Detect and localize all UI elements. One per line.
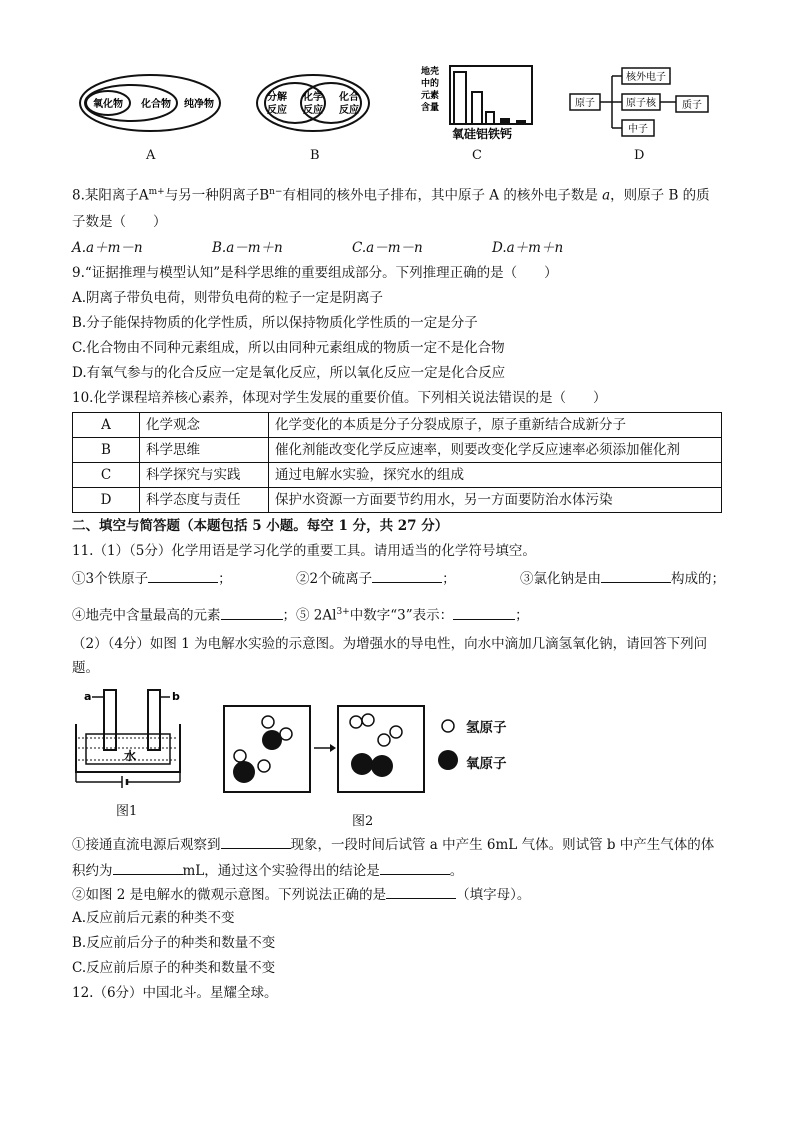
bar-ca xyxy=(516,120,526,124)
fig2-label: 图2 xyxy=(352,814,374,829)
section-title: 二、填空与简答题（本题包括 5 小题。每空 1 分，共 27 分） xyxy=(72,518,449,534)
svg-text:地壳: 地壳 xyxy=(420,67,440,77)
svg-text:化合: 化合 xyxy=(339,92,359,103)
figure-1 xyxy=(72,686,192,819)
q8-option-a[interactable]: A.a＋m－n xyxy=(72,240,143,256)
q11-sub1-line1: ①接通直流电源后观察到 现象，一段时间后试管 a 中产生 6mL 气体。则试管 b 中产生气体的体 xyxy=(72,834,714,855)
svg-text:反应: 反应 xyxy=(303,105,323,116)
q8-option-d[interactable]: D.a＋m＋n xyxy=(492,240,564,256)
q11-opt-c[interactable]: C.反应前后原子的种类和数量不变 xyxy=(72,960,276,976)
fig-a-letter: A xyxy=(146,148,156,163)
table-row[interactable]: D 科学态度与责任 保护水资源一方面要节约用水，另一方面要防治水体污染 xyxy=(73,488,722,513)
svg-text:中的: 中的 xyxy=(420,79,440,89)
q8-options xyxy=(72,238,563,258)
blank-9[interactable] xyxy=(386,884,456,899)
svg-text:含量: 含量 xyxy=(420,103,440,113)
q11-sub2-stem: ②如图 2 是电解水的微观示意图。下列说法正确的是 （填字母）。 xyxy=(72,884,530,905)
table-row[interactable]: C 科学探究与实践 通过电解水实验，探究水的组成 xyxy=(73,463,722,488)
figure-b xyxy=(255,70,375,165)
q9-stem: 9.“证据推理与模型认知”是科学思维的重要组成部分。下列推理正确的是（ ） xyxy=(72,265,558,281)
legend xyxy=(438,714,548,774)
blank-5[interactable] xyxy=(453,605,515,620)
q10-table xyxy=(72,412,722,513)
q11-row1: ①3个铁原子 ； xyxy=(72,568,232,589)
svg-text:氧硅铝铁钙: 氧硅铝铁钙 xyxy=(452,127,513,140)
svg-text:质子: 质子 xyxy=(682,100,702,111)
table-row[interactable]: A 化学观念 化学变化的本质是分子分裂成原子，原子重新结合成新分子 xyxy=(73,413,722,438)
fig-a-middle: 化合物 xyxy=(141,99,171,110)
q11-row1b: ②2个硫离子 ； xyxy=(296,568,456,589)
svg-text:水: 水 xyxy=(124,749,137,763)
bar-o xyxy=(454,72,466,124)
q10-stem: 10.化学课程培养核心素养，体现对学生发展的重要价值。下列相关说法错误的是（ ） xyxy=(72,390,607,406)
legend-hydrogen: 氢原子 xyxy=(466,720,507,736)
legend-oxygen: 氧原子 xyxy=(466,756,507,772)
figure-d xyxy=(568,66,713,166)
fig-a-outer: 纯净物 xyxy=(184,99,214,110)
blank-7[interactable] xyxy=(113,860,183,875)
svg-text:元素: 元素 xyxy=(420,91,440,101)
fig-a-inner: 氧化物 xyxy=(93,99,123,110)
bar-fe xyxy=(500,118,510,124)
q11-part1-stem: 11.（1）（5分）化学用语是学习化学的重要工具。请用适当的化学符号填空。 xyxy=(72,543,536,559)
figure-c xyxy=(420,62,540,166)
blank-4[interactable] xyxy=(221,605,283,620)
q8-option-c[interactable]: C.a－m－n xyxy=(352,240,423,256)
q8-line2: 子数是（ ） xyxy=(72,214,167,230)
svg-text:反应: 反应 xyxy=(339,105,359,116)
q11-row1c: ③氯化钠是由 构成的； xyxy=(520,568,725,589)
q9-option-c[interactable]: C.化合物由不同种元素组成，所以由同种元素组成的物质一定不是化合物 xyxy=(72,340,505,356)
svg-text:分解: 分解 xyxy=(267,92,287,103)
q9-option-b[interactable]: B.分子能保持物质的化学性质，所以保持物质化学性质的一定是分子 xyxy=(72,315,478,331)
q11-part2-stem: （2）（4分）如图 1 为电解水实验的示意图。为增强水的导电性，向水中滴加几滴氢氧化钠，请回答下列问 xyxy=(72,636,708,652)
fig-b-letter: B xyxy=(310,148,320,163)
svg-text:中子: 中子 xyxy=(628,124,648,135)
svg-text:b: b xyxy=(172,690,180,703)
fig-d-letter: D xyxy=(634,148,645,163)
q9-option-a[interactable]: A.阴离子带负电荷，则带负电荷的粒子一定是阴离子 xyxy=(72,290,384,306)
svg-text:a: a xyxy=(84,690,92,703)
q11-sub1-line2: 积约为 mL，通过这个实验得出的结论是 。 xyxy=(72,860,463,881)
q11-part2-stem-cont: 题。 xyxy=(72,660,99,676)
blank-2[interactable] xyxy=(372,568,442,583)
blank-1[interactable] xyxy=(148,568,218,583)
table-row[interactable]: B 科学思维 催化剂能改变化学反应速率，则要改变化学反应速率必须添加催化剂 xyxy=(73,438,722,463)
blank-8[interactable] xyxy=(380,860,450,875)
svg-text:原子: 原子 xyxy=(575,98,595,109)
q11-opt-b[interactable]: B.反应前后分子的种类和数量不变 xyxy=(72,935,276,951)
svg-text:原子核: 原子核 xyxy=(626,98,656,109)
svg-text:化学: 化学 xyxy=(303,92,323,103)
blank-6[interactable] xyxy=(221,834,291,849)
q11-row2: ④地壳中含量最高的元素 ；⑤ $2Al^{3+}$中数字“3”表示： ； xyxy=(72,602,529,626)
bar-al xyxy=(486,112,494,124)
q8-line1: 8.某阳离子$A^{m+}$与另一种阴离子$B^{n-}$有相同的核外电子排布，其中原子 A 的核外电子数是 a，则原子 B 的质 xyxy=(72,187,710,204)
figure-a xyxy=(78,70,228,165)
q8-option-b[interactable]: B.a－m＋n xyxy=(212,240,283,256)
bar-si xyxy=(472,92,482,124)
fig-c-letter: C xyxy=(472,148,482,163)
q11-opt-a[interactable]: A.反应前后元素的种类不变 xyxy=(72,910,235,926)
svg-text:反应: 反应 xyxy=(267,105,287,116)
q12-stem: 12.（6分）中国北斗。星耀全球。 xyxy=(72,985,278,1001)
q9-option-d[interactable]: D.有氧气参与的化合反应一定是氧化反应，所以氧化反应一定是化合反应 xyxy=(72,365,506,381)
blank-3[interactable] xyxy=(601,568,671,583)
fig1-label: 图1 xyxy=(116,804,138,819)
svg-text:核外电子: 核外电子 xyxy=(626,72,666,83)
